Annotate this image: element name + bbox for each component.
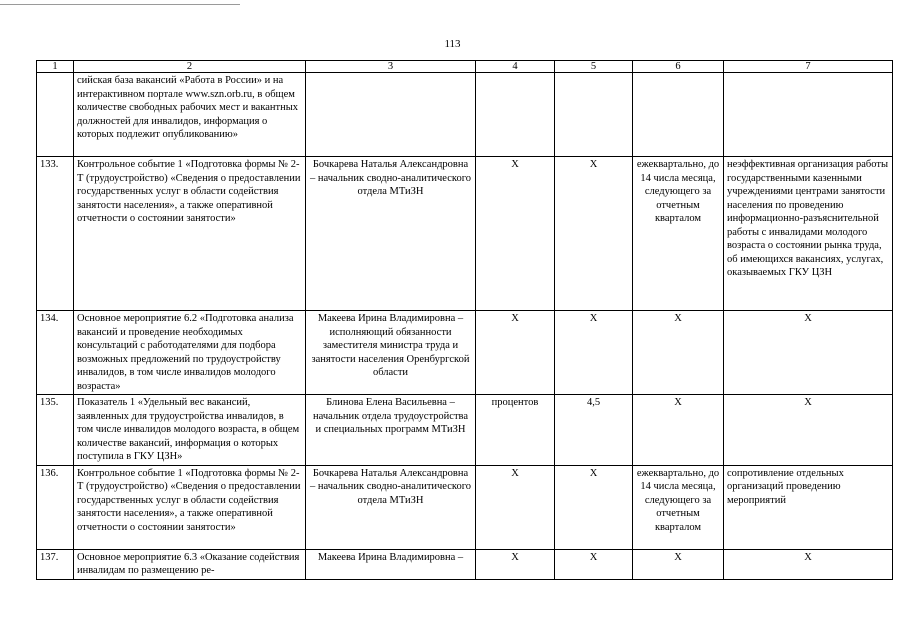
row-value: Х: [555, 157, 633, 311]
row-risk: неэффективная организация работы государственными казенными учреждениями центрами занятости населения по проведению информационно-разъяснительной работы с инвалидами молодого возраста о состоянии рынка труда, об имеющихся вакансиях, услугах, оказываемых ГКУ ЦЗН: [724, 157, 893, 311]
row-unit: Х: [476, 465, 555, 549]
table-row: [37, 395, 893, 466]
row-number: [37, 73, 74, 157]
column-header-2: 2: [74, 61, 306, 73]
row-unit: Х: [476, 157, 555, 311]
row-unit: процентов: [476, 395, 555, 466]
row-risk: [724, 73, 893, 157]
row-text: Основное мероприятие 6.2 «Подготовка анализа вакансий и проведение необходимых консультаций с работодателями для подбора возможных предложений по трудоустройству инвалидов, в том числе инвалидов молодого возраста»: [74, 311, 306, 395]
row-risk: Х: [724, 311, 893, 395]
table-row: [37, 465, 893, 549]
row-responsible: Бочкарева Наталья Александровна – начальник сводно-аналитического отдела МТиЗН: [306, 465, 476, 549]
row-text: Контрольное событие 1 «Подготовка формы № 2-Т (трудоустройство) «Сведения о предоставлении государственных услуг в области содействия занятости населения», а также оперативной отчетности о состоянии занятости»: [74, 465, 306, 549]
row-term: [633, 73, 724, 157]
header-row: [37, 61, 893, 73]
column-header-1: 1: [37, 61, 74, 73]
column-header-4: 4: [476, 61, 555, 73]
column-header-7: 7: [724, 61, 893, 73]
data-table: [36, 60, 893, 580]
row-text: Показатель 1 «Удельный вес вакансий, заявленных для трудоустройства инвалидов, в том числе инвалидов молодого возраста, в общем количестве вакансий, информация о которых поступила в ГКУ ЦЗН»: [74, 395, 306, 466]
table-row: [37, 311, 893, 395]
row-term: Х: [633, 549, 724, 579]
row-responsible: Блинова Елена Васильевна – начальник отдела трудоустройства и специальных программ МТиЗН: [306, 395, 476, 466]
column-header-5: 5: [555, 61, 633, 73]
page-number: 113: [444, 38, 461, 50]
row-text: Контрольное событие 1 «Подготовка формы № 2-Т (трудоустройство) «Сведения о предоставлении государственных услуг в области содействия занятости населения», а также оперативной отчетности о состоянии занятости»: [74, 157, 306, 311]
row-text: Основное мероприятие 6.3 «Оказание содействия инвалидам по размещению ре-: [74, 549, 306, 579]
table-row: [37, 73, 893, 157]
row-responsible: [306, 73, 476, 157]
row-term: ежеквартально, до 14 числа месяца, следующего за отчетным кварталом: [633, 465, 724, 549]
row-number: 136.: [37, 465, 74, 549]
top-rule: [0, 4, 240, 5]
row-number: 137.: [37, 549, 74, 579]
column-header-3: 3: [306, 61, 476, 73]
row-value: 4,5: [555, 395, 633, 466]
row-value: [555, 73, 633, 157]
row-value: Х: [555, 465, 633, 549]
row-term: Х: [633, 311, 724, 395]
row-responsible: Макеева Ирина Владимировна – исполняющий обязанности заместителя министра труда и занятости населения Оренбургской области: [306, 311, 476, 395]
table-row: [37, 549, 893, 579]
row-risk: сопротивление отдельных организаций проведению мероприятий: [724, 465, 893, 549]
row-text: сийская база вакансий «Работа в России» и на интерактивном портале www.szn.orb.ru, в общем количестве свободных рабочих мест и вакантных должностей для инвалидов, информация о которых подлежит опубликованию»: [74, 73, 306, 157]
row-unit: Х: [476, 549, 555, 579]
row-risk: Х: [724, 395, 893, 466]
row-responsible: Бочкарева Наталья Александровна – начальник сводно-аналитического отдела МТиЗН: [306, 157, 476, 311]
row-value: Х: [555, 311, 633, 395]
row-number: 133.: [37, 157, 74, 311]
row-term: Х: [633, 395, 724, 466]
row-number: 134.: [37, 311, 74, 395]
column-header-6: 6: [633, 61, 724, 73]
row-term: ежеквартально, до 14 числа месяца, следующего за отчетным кварталом: [633, 157, 724, 311]
row-responsible: Макеева Ирина Владимировна –: [306, 549, 476, 579]
row-unit: [476, 73, 555, 157]
row-risk: Х: [724, 549, 893, 579]
row-number: 135.: [37, 395, 74, 466]
row-value: Х: [555, 549, 633, 579]
table-row: [37, 157, 893, 311]
row-unit: Х: [476, 311, 555, 395]
